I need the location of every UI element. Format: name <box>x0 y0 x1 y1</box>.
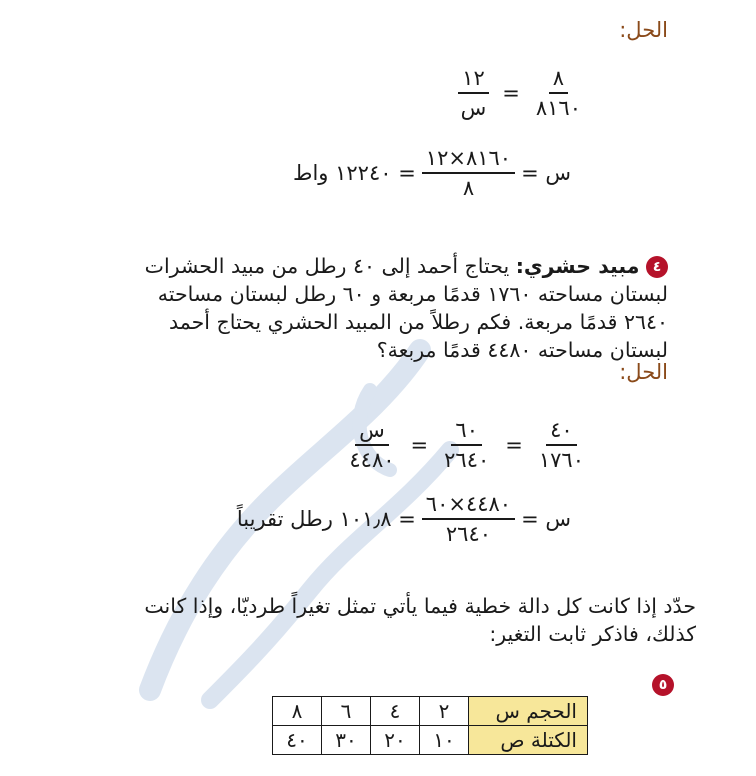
data-table <box>272 696 588 755</box>
table-cell: ٢ <box>420 697 469 726</box>
fraction: $\frac{\text{س}}{٤٤٨٠}$ <box>349 418 395 472</box>
equation-solve-x-2: س = $\frac{٤٤٨٠\times ٦٠}{٢٦٤٠}$ = ١٠١٫٨ رطل تقريباً <box>236 492 571 546</box>
fraction: $\frac{٦٠}{٢٦٤٠}$ <box>444 418 490 472</box>
table-cell: ١٠ <box>420 726 469 755</box>
problem-4-text: ٤ مبيد حشري: يحتاج أحمد إلى ٤٠ رطل من مبيد الحشرات لبستان مساحته ١٧٦٠ قدمًا مربعة و ٦٠ رطل لبستان مساحته ٢٦٤٠ قدمًا مربعة. فكم رطلاً من المبيد الحشري يحتاج أحمد لبستان مساحته ٤٤٨٠ قدمًا مربعة؟ <box>144 254 668 362</box>
table-cell: ٢٠ <box>371 726 420 755</box>
equation-proportion-3: $\frac{٤٠}{١٧٦٠}$ = $\frac{٦٠}{٢٦٤٠}$ = $\frac{\text{س}}{٤٤٨٠}$ <box>339 418 594 472</box>
row-header: الحجم س <box>469 697 588 726</box>
equation-proportion: $\frac{٨}{٨١٦٠}$ = $\frac{١٢}{\text{س}}$ <box>451 66 591 120</box>
solution-label: الحل: <box>619 18 668 42</box>
problem-5-badge: ٥ <box>652 674 674 696</box>
table-cell: ٣٠ <box>322 726 371 755</box>
fraction: $\frac{٤٠}{١٧٦٠}$ <box>538 418 584 472</box>
row-header: الكتلة ص <box>469 726 588 755</box>
fraction: $\frac{٨١٦٠\times ١٢}{٨}$ <box>422 146 515 200</box>
equation-solve-x: س = $\frac{٨١٦٠\times ١٢}{٨}$ = ١٢٢٤٠ واط <box>293 146 571 200</box>
instruction-text: حدّد إذا كانت كل دالة خطية فيما يأتي تمثل تغيراً طرديّا، وإذا كانت كذلك، فاذكر ثابت التغير: <box>144 594 696 646</box>
table-row <box>273 697 588 726</box>
table-cell: ٦ <box>322 697 371 726</box>
table-cell: ٤ <box>371 697 420 726</box>
solution-label: الحل: <box>619 360 668 384</box>
problem-title: مبيد حشري: <box>515 254 640 278</box>
fraction: $\frac{٨}{٨١٦٠}$ <box>535 66 581 120</box>
table-cell: ٨ <box>273 697 322 726</box>
table-row <box>273 726 588 755</box>
fraction: $\frac{١٢}{\text{س}}$ <box>457 66 491 120</box>
problem-number-badge: ٤ <box>646 256 668 278</box>
fraction: $\frac{٤٤٨٠\times ٦٠}{٢٦٤٠}$ <box>422 492 515 546</box>
table-cell: ٤٠ <box>273 726 322 755</box>
